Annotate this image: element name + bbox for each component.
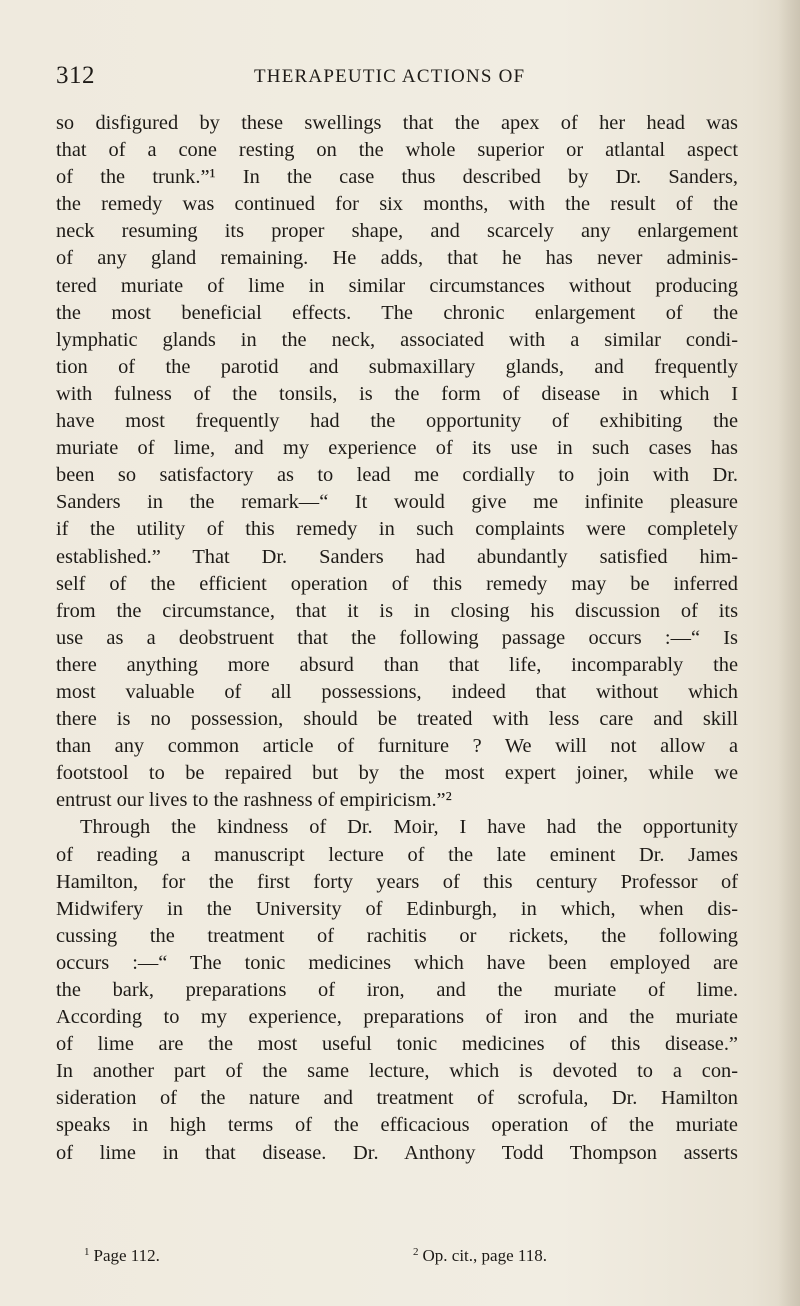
page-edge-shadow	[778, 0, 800, 1306]
text-line: so disfigured by these swellings that the apex of her head was	[56, 112, 738, 134]
text-line: occurs :—“ The tonic medicines which have been employed are	[56, 951, 738, 974]
footnote-2	[413, 1246, 547, 1266]
text-line: use as a deobstruent that the following passage occurs :—“ Is	[56, 626, 738, 649]
text-line: Hamilton, for the first forty years of this century Professor of	[56, 870, 738, 893]
text-line: that of a cone resting on the whole superior or atlantal aspect	[56, 139, 738, 162]
text-line: entrust our lives to the rashness of empiricism.”²	[56, 789, 452, 812]
page-header	[0, 62, 800, 92]
footnote-2-text: Op. cit., page 118.	[422, 1246, 547, 1265]
text-line: cussing the treatment of rachitis or rickets, the following	[56, 924, 738, 947]
footnote-1	[84, 1246, 160, 1266]
page-number: 312	[56, 62, 95, 89]
text-line: tion of the parotid and submaxillary glands, and frequently	[56, 355, 738, 378]
text-line: of reading a manuscript lecture of the late eminent Dr. James	[56, 843, 738, 866]
text-line: there anything more absurd than that life, incomparably the	[56, 653, 738, 676]
text-line: According to my experience, preparations of iron and the muriate	[56, 1006, 738, 1029]
running-head: THERAPEUTIC ACTIONS OF	[254, 66, 526, 87]
footnotes	[0, 1246, 800, 1268]
text-line: than any common article of furniture ? We will not allow a	[56, 735, 738, 758]
text-line: sideration of the nature and treatment of scrofula, Dr. Hamilton	[56, 1087, 738, 1110]
text-line: of lime in that disease. Dr. Anthony Todd Thompson asserts	[56, 1141, 738, 1164]
text-line: with fulness of the tonsils, is the form of disease in which I	[56, 382, 738, 405]
text-line: self of the efficient operation of this remedy may be inferred	[56, 572, 738, 595]
text-line: been so satisfactory as to lead me cordially to join with Dr.	[56, 464, 738, 487]
text-line: Midwifery in the University of Edinburgh, in which, when dis-	[56, 897, 738, 920]
text-line: there is no possession, should be treated with less care and skill	[56, 708, 738, 731]
text-line: footstool to be repaired but by the most expert joiner, while we	[56, 762, 738, 785]
text-line: the bark, preparations of iron, and the muriate of lime.	[56, 979, 738, 1001]
text-line: muriate of lime, and my experience of its use in such cases has	[56, 437, 738, 460]
text-line: tered muriate of lime in similar circumstances without producing	[56, 274, 738, 297]
footnote-2-mark: 2	[413, 1246, 419, 1258]
text-line: the remedy was continued for six months, with the result of the	[56, 193, 738, 216]
text-line: most valuable of all possessions, indeed that without which	[56, 680, 738, 703]
text-line: of lime are the most useful tonic medicines of this disease.”	[56, 1033, 738, 1056]
text-line: of any gland remaining. He adds, that he has never adminis-	[56, 247, 738, 270]
text-line: have most frequently had the opportunity of exhibiting the	[56, 410, 738, 433]
text-line: speaks in high terms of the efficacious operation of the muriate	[56, 1114, 738, 1137]
text-line: neck resuming its proper shape, and scarcely any enlargement	[56, 220, 738, 243]
footnote-1-text: Page 112.	[93, 1246, 160, 1265]
text-line: In another part of the same lecture, which is devoted to a con-	[56, 1060, 738, 1083]
text-line: from the circumstance, that it is in closing his discussion of its	[56, 599, 738, 622]
text-line: lymphatic glands in the neck, associated with a similar condi-	[56, 328, 738, 351]
body-text	[56, 110, 738, 1167]
text-line: established.” That Dr. Sanders had abundantly satisfied him-	[56, 545, 738, 568]
text-line: if the utility of this remedy in such complaints were completely	[56, 518, 738, 541]
text-line: the most beneficial effects. The chronic enlargement of the	[56, 301, 738, 324]
text-line: Through the kindness of Dr. Moir, I have had the opportunity	[80, 816, 738, 839]
footnote-1-mark: 1	[84, 1246, 90, 1258]
text-line: Sanders in the remark—“ It would give me infinite pleasure	[56, 491, 738, 514]
text-line: of the trunk.”¹ In the case thus described by Dr. Sanders,	[56, 166, 738, 189]
